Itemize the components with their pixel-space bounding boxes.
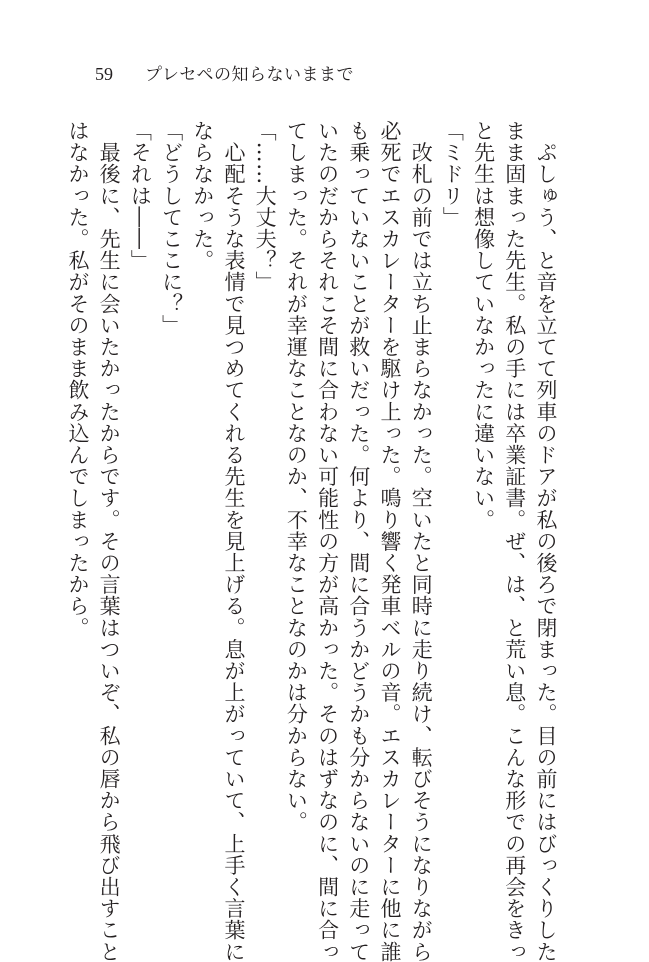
text-line: いたのだからそれこそ間に合わない可能性の方が高かった。そのはずなのに、間に合っ [315, 120, 340, 962]
text-line: ならなかった。 [190, 120, 215, 272]
text-line: まま固まった先生。私の手には卒業証書。ぜ、は、と荒い息。こんな形での再会をきっ [502, 120, 527, 962]
running-title: プレセペの知らないままで [145, 65, 354, 85]
dialogue-line: 「それは――」 [128, 120, 153, 272]
text-line: てしまった。それが幸運なことなのか、不幸なことなのかは分からない。 [284, 120, 309, 833]
dialogue-line: 「どうしてここに？」 [159, 120, 184, 336]
dialogue-line: 「ミドリ」 [440, 120, 465, 228]
text-line: も乗っていないことが救いだった。何より、間に合うかどうかも分からないのに走って [346, 120, 371, 962]
text-line: と先生は想像していなかったに違いない。 [471, 120, 496, 531]
text-line: 必死でエスカレーターを駆け上った。鳴り響く発車ベルの音。エスカレーターに他に誰 [377, 120, 402, 962]
page-number: 59 [95, 64, 113, 84]
text-line: はなかった。私がそのまま飲み込んでしまったから。 [65, 120, 90, 639]
text-line: ぷしゅう、と音を立てて列車のドアが私の後ろで閉まった。目の前にはびっくりした [534, 120, 558, 962]
vertical-body-text [62, 120, 561, 962]
text-line: 心配そうな表情で見つめてくれる先生を見上げる。息が上がっていて、上手く言葉に [221, 120, 246, 962]
dialogue-line: 「……大丈夫？」 [253, 120, 278, 293]
text-line: 改札の前では立ち止まらなかった。空いたと同時に走り続け、転びそうになりながら [409, 120, 434, 962]
page-header [95, 60, 354, 85]
text-line: 最後に、先生に会いたかったからです。その言葉はついぞ、私の唇から飛び出すこと [97, 120, 122, 962]
